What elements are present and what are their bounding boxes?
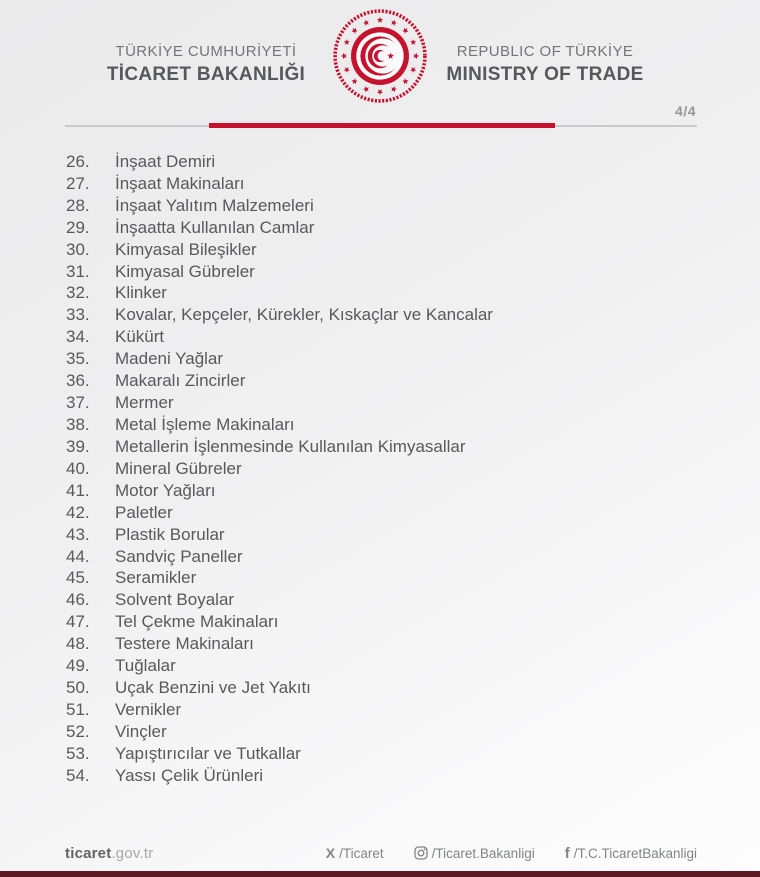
bottom-accent-bar	[0, 871, 760, 877]
list-item	[66, 392, 720, 414]
list-item-number: 50.	[66, 678, 90, 698]
list-item	[66, 568, 720, 590]
list-item-number: 27.	[66, 173, 90, 193]
list-item	[66, 611, 720, 633]
website-url-rest: .gov.tr	[111, 844, 154, 862]
social-links	[326, 845, 697, 862]
list-item	[66, 655, 720, 677]
list-item	[66, 743, 720, 765]
facebook-icon: f	[564, 844, 570, 862]
list-item-label: İnşaat Demiri	[115, 151, 216, 171]
list-item-label: Testere Makinaları	[115, 634, 254, 654]
list-item	[66, 239, 720, 261]
social-x	[326, 845, 384, 861]
list-item-number: 44.	[66, 546, 90, 566]
list-item-number: 30.	[66, 239, 90, 259]
list-item	[66, 633, 720, 655]
social-instagram-handle: /Ticaret.Bakanligi	[431, 845, 535, 861]
list-item	[66, 524, 720, 546]
list-item	[66, 721, 720, 743]
list-item-label: Tuğlalar	[115, 656, 176, 676]
header-english-line1: REPUBLIC OF TÜRKİYE	[456, 43, 634, 60]
list-item	[66, 283, 720, 305]
list-item-number: 31.	[66, 261, 90, 281]
list-item	[66, 589, 720, 611]
list-item	[66, 458, 720, 480]
list-item-number: 41.	[66, 480, 90, 500]
list-item-label: Sandviç Paneller	[115, 546, 243, 566]
list-item	[66, 326, 720, 348]
list-item-number: 36.	[66, 371, 90, 391]
ministry-of-trade-emblem-icon	[331, 7, 429, 105]
list-item-number: 42.	[66, 502, 90, 522]
x-icon: X	[325, 845, 336, 861]
list-item	[66, 677, 720, 699]
list-item-number: 43.	[66, 524, 90, 544]
header-english-line2: MINISTRY OF TRADE	[446, 63, 644, 85]
header-turkish-line2: TİCARET BAKANLIĞI	[106, 63, 306, 85]
list-item-label: Paletler	[115, 502, 173, 522]
list-item-label: Vinçler	[115, 721, 167, 741]
list-item-number: 34.	[66, 327, 90, 347]
header-turkish-line1: TÜRKİYE CUMHURİYETİ	[115, 43, 297, 60]
list-item-label: Solvent Boyalar	[115, 590, 235, 610]
list-item-number: 28.	[66, 195, 90, 215]
list-item	[66, 217, 720, 239]
list-item-label: Kimyasal Bileşikler	[115, 239, 257, 259]
list-item	[66, 195, 720, 217]
list-item-label: Kovalar, Kepçeler, Kürekler, Kıskaçlar ve Kancalar	[115, 305, 493, 325]
list-item-number: 40.	[66, 458, 90, 478]
list-item-label: Klinker	[115, 283, 167, 303]
social-facebook	[565, 845, 697, 862]
social-facebook-handle: /T.C.TicaretBakanligi	[573, 845, 697, 861]
list-item-label: Seramikler	[115, 568, 197, 588]
list-item-number: 38.	[66, 415, 90, 435]
list-item-label: Metallerin İşlenmesinde Kullanılan Kimyasallar	[115, 436, 466, 456]
footer	[65, 843, 697, 863]
header-title-english	[425, 43, 665, 87]
list-item-number: 51.	[66, 700, 90, 719]
list-item	[66, 151, 720, 173]
list-item-number: 52.	[66, 721, 90, 741]
list-item	[66, 261, 720, 283]
list-item-number: 32.	[66, 283, 90, 303]
list-item-number: 54.	[66, 765, 90, 785]
list-item	[66, 480, 720, 502]
website-url	[65, 845, 153, 862]
divider-red-segment	[209, 123, 555, 128]
list-item-number: 29.	[66, 217, 90, 237]
list-item-number: 45.	[66, 568, 90, 588]
list-item-number: 33.	[66, 305, 90, 325]
list-item-label: Metal İşleme Makinaları	[115, 415, 295, 435]
list-item	[66, 173, 720, 195]
list-item-label: Mermer	[115, 393, 174, 413]
product-list	[66, 151, 720, 787]
list-item-label: Motor Yağları	[115, 480, 216, 500]
list-item-number: 48.	[66, 634, 90, 654]
list-item-label: Vernikler	[115, 700, 182, 719]
list-item-number: 46.	[66, 590, 90, 610]
social-x-handle: /Ticaret	[339, 845, 384, 861]
instagram-icon	[414, 846, 428, 860]
list-item-label: İnşaat Makinaları	[115, 173, 245, 193]
list-item-number: 49.	[66, 656, 90, 676]
list-item-label: Uçak Benzini ve Jet Yakıtı	[115, 678, 311, 698]
list-item-label: İnşaat Yalıtım Malzemeleri	[115, 195, 314, 215]
list-item-label: Madeni Yağlar	[115, 349, 224, 369]
header-title-turkish	[86, 43, 326, 87]
list-item-number: 53.	[66, 743, 90, 763]
list-item-label: Mineral Gübreler	[115, 458, 242, 478]
list-item-number: 37.	[66, 393, 90, 413]
social-instagram	[414, 846, 535, 861]
list-item-number: 39.	[66, 436, 90, 456]
list-item-label: Kükürt	[115, 327, 165, 347]
list-item	[66, 765, 720, 787]
list-item	[66, 414, 720, 436]
list-item-label: Yapıştırıcılar ve Tutkallar	[115, 743, 301, 763]
list-item	[66, 699, 720, 721]
list-item-number: 35.	[66, 349, 90, 369]
list-item	[66, 304, 720, 326]
page-indicator: 4/4	[675, 103, 696, 119]
list-item	[66, 348, 720, 370]
website-url-bold: ticaret	[65, 844, 112, 862]
list-item	[66, 436, 720, 458]
list-item	[66, 370, 720, 392]
list-item-label: Kimyasal Gübreler	[115, 261, 255, 281]
list-item-number: 47.	[66, 612, 90, 632]
list-item-number: 26.	[66, 151, 90, 171]
list-item	[66, 546, 720, 568]
list-item-label: Plastik Borular	[115, 524, 225, 544]
list-item	[66, 502, 720, 524]
list-item-label: İnşaatta Kullanılan Camlar	[115, 217, 315, 237]
list-item-label: Makaralı Zincirler	[115, 371, 246, 391]
list-item-label: Yassı Çelik Ürünleri	[115, 765, 264, 785]
list-item-label: Tel Çekme Makinaları	[115, 612, 279, 632]
